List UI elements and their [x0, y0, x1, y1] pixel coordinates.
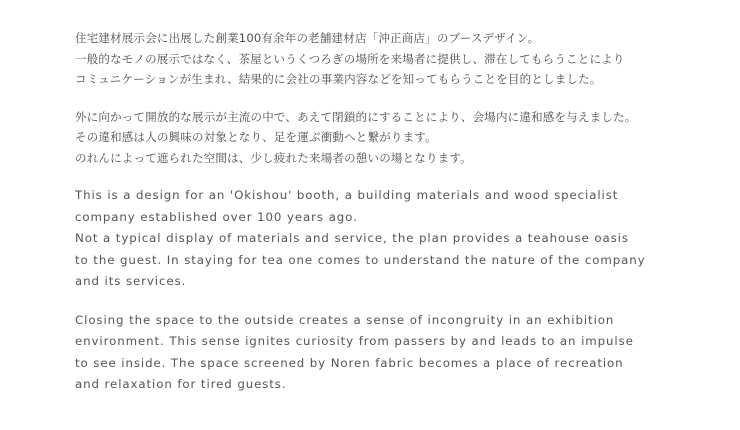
japanese-paragraph-2 [75, 107, 715, 169]
text-line: 外に向かって開放的な展示が主流の中で、あえて閉鎖的にすることにより、会場内に違和感を与えました。 [75, 109, 637, 124]
text-line: コミュニケーションが生まれ、結果的に会社の事業内容などを知ってもらうことを目的としました。 [75, 72, 602, 86]
text-line: 住宅建材展示会に出展した創業100有余年の老舗建材店「沖正商店」のブースデザイン。 [75, 31, 540, 45]
english-paragraph-2 [75, 310, 715, 396]
text-line: その違和感は人の興味の対象となり、足を運ぶ衝動へと繋がります。 [75, 130, 437, 144]
japanese-paragraph-1 [75, 28, 715, 90]
text-line: This is a design for an 'Okishou' booth, a building materials and wood specialist [75, 188, 619, 202]
text-line: and relaxation for tired guests. [75, 377, 287, 391]
text-line: 一般的なモノの展示ではなく、茶屋というくつろぎの場所を来場者に提供し、滞在してもらうことにより [75, 51, 625, 66]
english-section [75, 185, 715, 396]
text-line: のれんによって遮られた空間は、少し疲れた来場者の憩いの場となります。 [75, 150, 472, 165]
text-line: to the guest. In staying for tea one comes to understand the nature of the company [75, 252, 646, 267]
text-line: environment. This sense ignites curiosity from passers by and leads to an impulse [75, 334, 634, 348]
text-line: Not a typical display of materials and service, the plan provides a teahouse oasis [75, 231, 629, 245]
text-line: and its services. [75, 274, 187, 288]
text-line: Closing the space to the outside creates a sense of incongruity in an exhibition [75, 312, 615, 327]
text-line: company established over 100 years ago. [75, 209, 358, 224]
english-paragraph-1 [75, 185, 715, 293]
booth-description [75, 28, 715, 396]
text-line: to see inside. The space screened by Noren fabric becomes a place of recreation [75, 355, 624, 370]
